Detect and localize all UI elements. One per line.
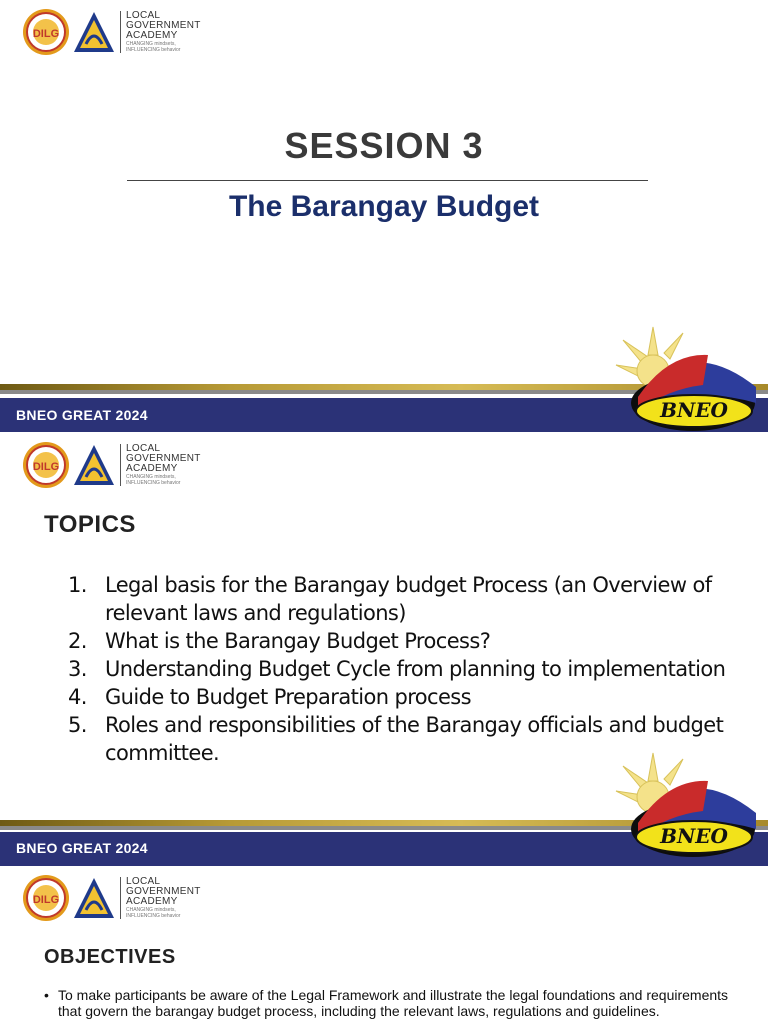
list-item: 3. Understanding Budget Cycle from planning to implementation <box>68 657 726 681</box>
slide-objectives <box>0 866 768 1024</box>
list-item: 1. Legal basis for the Barangay budget Process (an Overview of relevant laws and regulations) <box>68 573 712 625</box>
dilg-seal-icon <box>22 441 70 489</box>
objective-bullet <box>44 987 734 1019</box>
lga-wordmark: LOCAL GOVERNMENT ACADEMY CHANGING mindsets, INFLUENCING behavior <box>126 876 201 919</box>
session-title: SESSION 3 <box>284 125 484 166</box>
lga-triangle-logo-icon <box>72 443 116 487</box>
svg-text:BNEO: BNEO <box>660 398 728 422</box>
svg-text:DILG: DILG <box>32 894 60 906</box>
header-divider <box>120 444 121 486</box>
title-divider <box>127 180 648 181</box>
lga-wordmark: LOCAL GOVERNMENT ACADEMY CHANGING mindsets, INFLUENCING behavior <box>126 443 201 486</box>
footer-label: BNEO GREAT 2024 <box>16 840 148 856</box>
bullet-icon: • <box>44 987 49 1003</box>
objective-text: To make participants be aware of the Legal Framework and illustrate the legal foundations and requirements that govern the barangay budget process, including the relevant laws, regulations and guidelines. <box>58 987 729 1019</box>
lga-wordmark: LOCAL GOVERNMENT ACADEMY CHANGING mindsets, INFLUENCING behavior <box>126 10 201 53</box>
footer-label: BNEO GREAT 2024 <box>16 407 148 423</box>
list-item: 2. What is the Barangay Budget Process? <box>68 629 491 653</box>
list-item: 4. Guide to Budget Preparation process <box>68 685 471 709</box>
objectives-heading: OBJECTIVES <box>44 946 176 968</box>
header-logos <box>22 874 201 922</box>
slide-session-3 <box>0 0 768 433</box>
lga-triangle-logo-icon <box>72 876 116 920</box>
dilg-seal-icon <box>22 874 70 922</box>
header-divider <box>120 877 121 919</box>
header-logos <box>22 441 201 489</box>
header-divider <box>120 11 121 53</box>
svg-text:BNEO: BNEO <box>660 824 728 848</box>
svg-text:DILG: DILG <box>32 28 60 40</box>
bneo-sun-logo-icon <box>608 751 768 857</box>
topics-heading: TOPICS <box>44 511 136 538</box>
slide-topics <box>0 433 768 866</box>
header-logos <box>22 8 201 56</box>
topics-list <box>68 571 728 767</box>
dilg-seal-icon <box>22 8 70 56</box>
session-subtitle: The Barangay Budget <box>228 190 540 223</box>
lga-triangle-logo-icon <box>72 10 116 54</box>
list-item: 5. Roles and responsibilities of the Barangay officials and budget committee. <box>68 713 724 765</box>
bneo-sun-logo-icon <box>608 325 768 431</box>
svg-text:DILG: DILG <box>32 461 60 473</box>
